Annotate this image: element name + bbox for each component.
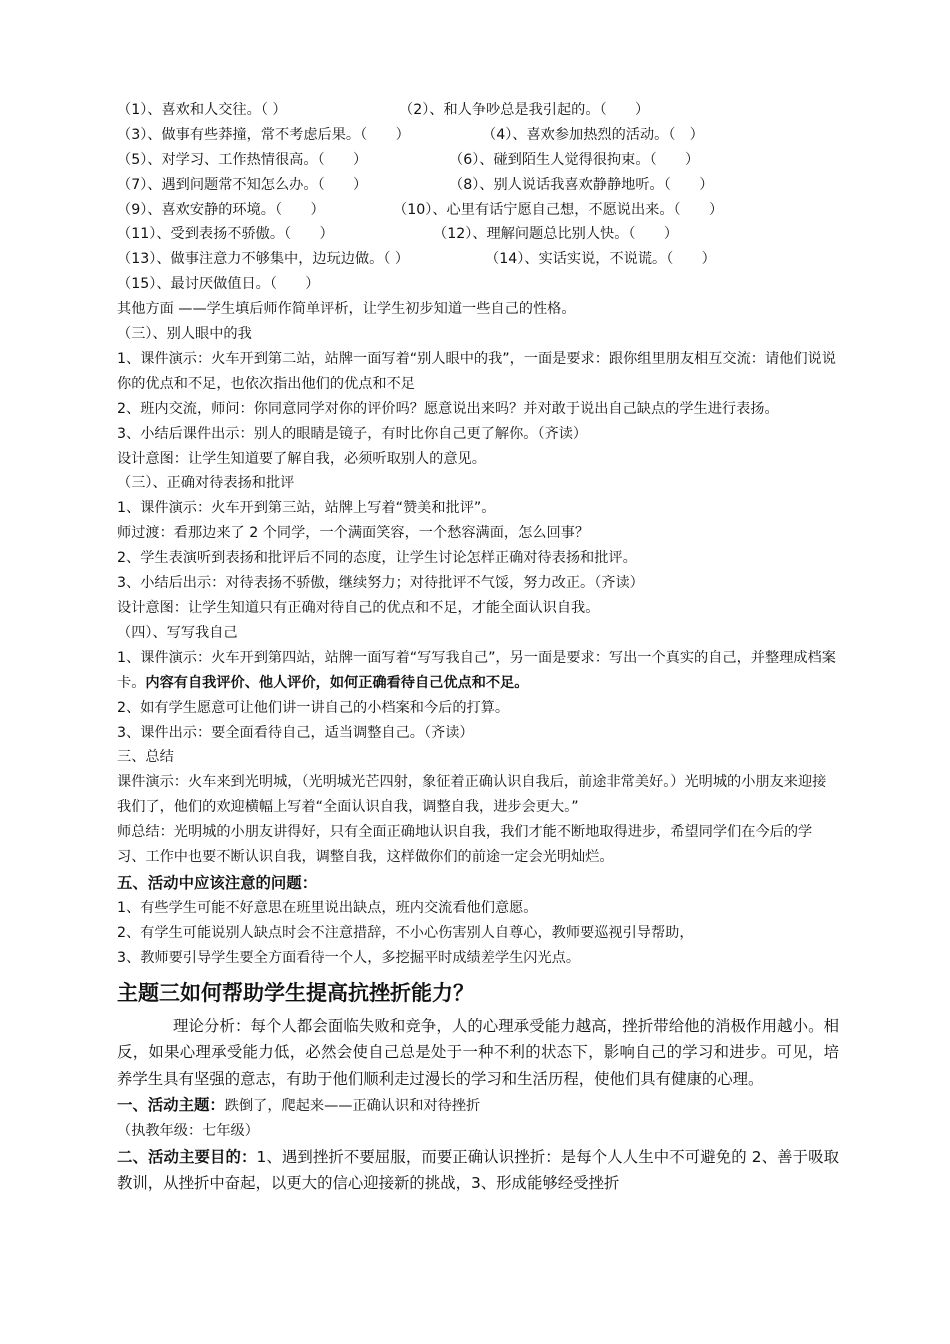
survey-item: （2）、和人争吵总是我引起的。（ ） — [399, 102, 650, 118]
survey-item: （9）、喜欢安静的环境。（ ） — [117, 201, 325, 218]
section-heading: （三）、正确对待表扬和批评 — [117, 475, 295, 492]
survey-row — [117, 123, 839, 148]
section-heading: （三）、别人眼中的我 — [117, 326, 252, 343]
survey-item: （8）、别人说话我喜欢静静地听。（ ） — [449, 176, 714, 193]
note-item: 1、有些学生可能不好意思在班里说出缺点，班内交流看他们意愿。 — [117, 899, 538, 916]
survey-row — [117, 198, 839, 223]
section-heading: （四）、写写我自己 — [117, 624, 238, 641]
topic-text: 跌倒了，爬起来——正确认识和对待挫折 — [224, 1097, 481, 1114]
survey-item: （7）、遇到问题常不知怎么办。（ ） — [117, 176, 368, 193]
survey-row — [117, 247, 839, 272]
survey-item: （10）、心里有话宁愿自己想，不愿说出来。（ ） — [393, 201, 724, 218]
survey-list — [117, 98, 839, 297]
paragraph: 师总结：光明城的小朋友讲得好，只有全面正确地认识自我，我们才能不断地取得进步，希望同学们在今后的学习、工作中也要不断认识自我，调整自我，这样做你们的前途一定会光明灿烂。 — [117, 824, 813, 866]
survey-item: （4）、喜欢参加热烈的活动。（ ） — [482, 126, 704, 143]
design-intent: 设计意图：让学生知道要了解自我，必须听取别人的意见。 — [117, 450, 486, 467]
paragraph: 师过渡：看那边来了 2 个同学，一个满面笑容，一个愁容满面，怎么回事？ — [117, 525, 590, 542]
survey-row — [117, 148, 839, 173]
document-page — [117, 98, 839, 1197]
theme-title: 主题三如何帮助学生提高抗挫折能力？ — [117, 980, 474, 1005]
design-intent: 设计意图：让学生知道只有正确对待自己的优点和不足，才能全面认识自我。 — [117, 600, 600, 616]
survey-item: （1）、喜欢和人交往。（ ） — [117, 102, 287, 118]
activity-topic — [117, 1092, 839, 1119]
paragraph: 3、课件出示：要全面看待自己，适当调整自己。（齐读） — [117, 724, 474, 741]
goal-label: 二、活动主要目的： — [117, 1147, 257, 1166]
theory-paragraph: 理论分析：每个人都会面临失败和竞争，人的心理承受能力越高，挫折带给他的消极作用越小。相反，如果心理承受能力低，必然会使自己总是处于一种不利的状态下，影响自己的学习和进步。可见，培养学生具有坚强的意志，有助于他们顺利走过漫长的学习和生活历程，使他们具有健康的心理。 — [117, 1016, 839, 1088]
survey-item: （12）、理解问题总比别人快。（ ） — [433, 226, 679, 243]
grade-note: （执教年级：七年级） — [117, 1122, 259, 1139]
survey-item: （3）、做事有些莽撞，常不考虑后果。（ ） — [117, 126, 410, 143]
survey-item: （14）、实话实说，不说谎。（ ） — [485, 251, 716, 268]
other-note: 其他方面 ——学生填后师作简单评析，让学生初步知道一些自己的性格。 — [117, 301, 576, 318]
survey-row — [117, 173, 839, 198]
survey-item: （13）、做事注意力不够集中，边玩边做。（ ） — [117, 251, 410, 268]
paragraph: 2、班内交流，师问：你同意同学对你的评价吗？愿意说出来吗？并对敢于说出自己缺点的学生进行表扬。 — [117, 400, 779, 417]
paragraph: 课件演示：火车来到光明城，（光明城光芒四射，象征着正确认识自我后，前途非常美好。）光明城的小朋友来迎接我们了，他们的欢迎横幅上写着“全面认识自我，调整自我，进步会更大。” — [117, 774, 827, 816]
survey-item: （15）、最讨厌做值日。（ ） — [117, 276, 320, 293]
topic-label: 一、活动主题： — [117, 1095, 225, 1114]
survey-item: （5）、对学习、工作热情很高。（ ） — [117, 151, 368, 168]
survey-row — [117, 222, 839, 247]
section-heading: 三、总结 — [117, 749, 174, 766]
paragraph-text: 1、课件演示：火车开到第四站，站牌一面写着“写写我自己”，另一面是要求：写出一个真实的自己，并整理成档案卡。 — [117, 649, 836, 691]
survey-item: （11）、受到表扬不骄傲。（ ） — [117, 226, 334, 243]
paragraph — [117, 646, 839, 696]
paragraph: 2、学生表演听到表扬和批评后不同的态度，让学生讨论怎样正确对待表扬和批评。 — [117, 550, 637, 567]
paragraph: 3、小结后课件出示：别人的眼睛是镜子，有时比你自己更了解你。（齐读） — [117, 425, 588, 442]
survey-row — [117, 98, 839, 123]
survey-item: （6）、碰到陌生人觉得很拘束。（ ） — [449, 151, 700, 168]
activity-goal — [117, 1144, 839, 1197]
paragraph: 1、课件演示：火车开到第二站，站牌一面写着“别人眼中的我”，一面是要求：跟你组里朋友相互交流：请他们说说你的优点和不足，也依次指出他们的优点和不足 — [117, 350, 836, 392]
note-item: 2、有学生可能说别人缺点时会不注意措辞，不小心伤害别人自尊心，教师要巡视引导帮助， — [117, 924, 694, 941]
goal-text: 1、遇到挫折不要屈服，而要正确认识挫折：是每个人人生中不可避免的 2、善于吸取教训，从挫折中奋起，以更大的信心迎接新的挑战，3、形成能够经受挫折 — [117, 1147, 839, 1193]
paragraph: 1、课件演示：火车开到第三站，站牌上写着“赞美和批评”。 — [117, 500, 496, 517]
notes-heading: 五、活动中应该注意的问题： — [117, 873, 318, 892]
paragraph: 2、如有学生愿意可让他们讲一讲自己的小档案和今后的打算。 — [117, 699, 510, 716]
bold-emphasis: 内容有自我评价、他人评价，如何正确看待自己优点和不足。 — [145, 674, 529, 691]
survey-row — [117, 272, 839, 297]
note-item: 3、教师要引导学生要全方面看待一个人，多挖掘平时成绩差学生闪光点。 — [117, 949, 581, 966]
paragraph: 3、小结后出示：对待表扬不骄傲，继续努力；对待批评不气馁，努力改正。（齐读） — [117, 575, 644, 592]
